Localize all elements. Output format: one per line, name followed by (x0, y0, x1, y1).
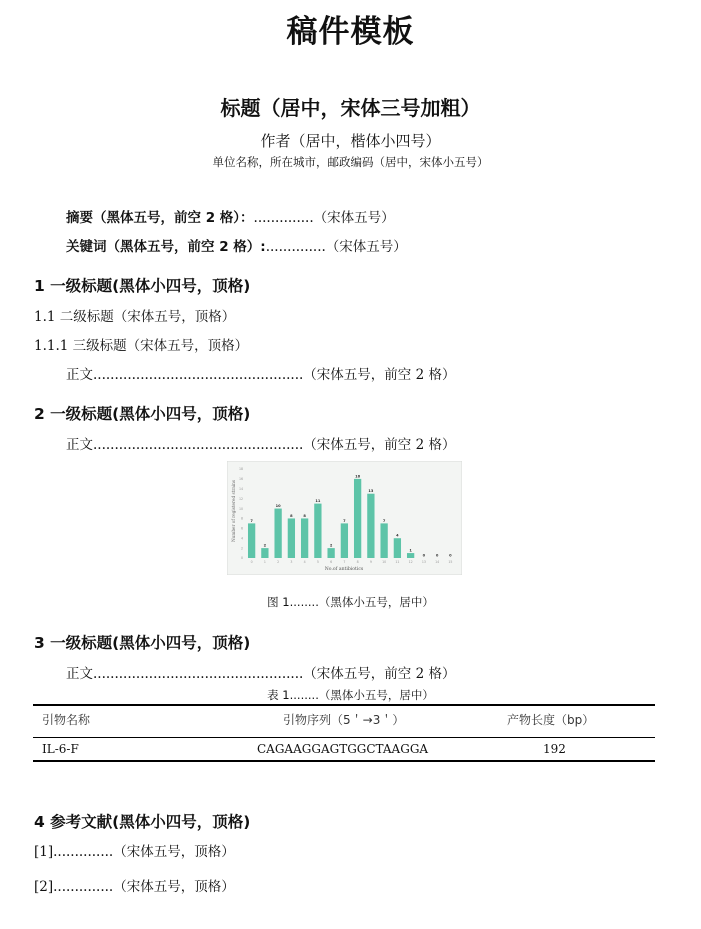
chart-bar (261, 548, 268, 558)
table-header-primer-sequence: 引物序列（5＇→3＇） (283, 713, 405, 727)
chart-x-tick-label: 6 (330, 560, 333, 564)
chart-x-tick-label: 12 (408, 560, 413, 564)
chart-bar (367, 494, 374, 558)
chart-x-axis-label: No.of antibiotics (324, 567, 364, 572)
chart-bar (274, 509, 281, 558)
chart-y-tick-label: 0 (240, 556, 243, 561)
chart-y-tick-label: 10 (238, 506, 243, 511)
section-3-heading: 3 一级标题(黑体小四号，顶格) (34, 634, 251, 652)
chart-data-label: 10 (275, 504, 281, 509)
chart-data-label: 8 (303, 513, 306, 518)
chart-x-tick-label: 3 (290, 560, 293, 564)
chart-x-tick-label: 13 (421, 560, 426, 564)
body-paragraph-1: 正文.................................................（宋体五号，前空 2 格） (66, 367, 456, 383)
chart-data-label: 13 (368, 489, 374, 494)
chart-bar (341, 523, 348, 558)
section-2-heading: 2 一级标题(黑体小四号，顶格) (34, 405, 251, 423)
chart-data-label: 8 (290, 513, 293, 518)
keywords-text: ..............（宋体五号） (265, 239, 407, 255)
table-cell-primer-name: IL-6-F (42, 742, 79, 756)
chart-data-label: 0 (422, 553, 426, 558)
keywords-line (66, 235, 407, 255)
chart-data-label: 7 (250, 518, 253, 523)
bar-chart-figure (227, 461, 462, 575)
chart-bar (327, 548, 334, 558)
section-1-1-heading: 1.1 二级标题（宋体五号，顶格） (34, 309, 236, 325)
body-paragraph-3: 正文.................................................（宋体五号，前空 2 格） (66, 666, 456, 682)
figure-caption: 图 1........（黑体小五号，居中） (267, 595, 434, 609)
table-cell-primer-sequence: CAGAAGGAGTGGCTAAGGA (257, 742, 429, 756)
chart-data-label: 2 (263, 543, 267, 548)
abstract-line (66, 206, 395, 226)
chart-x-tick-label: 5 (316, 560, 319, 564)
table-header-rule (33, 737, 655, 738)
chart-y-tick-label: 18 (238, 467, 243, 472)
section-4-heading: 4 参考文献(黑体小四号，顶格) (34, 813, 251, 831)
section-1-heading: 1 一级标题(黑体小四号，顶格) (34, 277, 251, 295)
chart-x-tick-label: 11 (395, 560, 400, 564)
chart-data-label: 16 (355, 474, 361, 479)
body-paragraph-2: 正文.................................................（宋体五号，前空 2 格） (66, 437, 456, 453)
chart-bar (354, 479, 361, 558)
chart-x-tick-label: 10 (382, 560, 387, 564)
keywords-label: 关键词（黑体五号，前空 2 格）: (66, 239, 266, 255)
affiliation-line: 单位名称，所在城市，邮政编码（居中，宋体小五号） (212, 155, 489, 169)
chart-bar (314, 504, 321, 558)
chart-y-tick-label: 16 (238, 477, 243, 482)
abstract-text: ..............（宋体五号） (253, 210, 395, 226)
table-top-rule (33, 704, 655, 706)
section-1-1-1-heading: 1.1.1 三级标题（宋体五号，顶格） (34, 338, 249, 354)
chart-y-axis-label: Number of registered strains (231, 479, 236, 543)
chart-bar (394, 538, 401, 558)
chart-data-label: 11 (315, 499, 321, 504)
chart-bar (407, 553, 414, 558)
chart-y-tick-label: 8 (240, 516, 243, 521)
table-header-product-length: 产物长度（bp） (507, 713, 595, 727)
chart-bar (248, 523, 255, 558)
chart-y-tick-label: 4 (240, 536, 243, 541)
table-cell-product-length: 192 (543, 742, 566, 756)
chart-x-tick-label: 1 (263, 560, 266, 564)
chart-bar (380, 523, 387, 558)
chart-x-tick-label: 2 (277, 560, 280, 564)
document-title: 稿件模板 (286, 14, 415, 50)
chart-bar (301, 518, 308, 558)
chart-y-tick-label: 6 (240, 526, 243, 531)
chart-y-tick-label: 14 (238, 486, 243, 491)
chart-y-tick-label: 12 (238, 496, 243, 501)
chart-x-tick-label: 4 (303, 560, 306, 564)
chart-x-tick-label: 7 (343, 560, 346, 564)
table-header-primer-name: 引物名称 (42, 713, 91, 727)
chart-x-tick-label: 8 (356, 560, 359, 564)
chart-data-label: 7 (382, 518, 386, 523)
chart-x-tick-label: 15 (448, 560, 453, 564)
chart-x-tick-label: 14 (435, 560, 440, 564)
reference-2: [2]..............（宋体五号，顶格） (34, 879, 235, 895)
chart-y-tick-label: 2 (240, 546, 243, 551)
table-bottom-rule (33, 760, 655, 762)
chart-data-label: 2 (329, 543, 333, 548)
paper-title: 标题（居中，宋体三号加粗） (220, 96, 481, 120)
chart-data-label: 4 (396, 533, 399, 538)
chart-x-tick-label: 0 (250, 560, 253, 564)
table-caption: 表 1........（黑体小五号，居中） (267, 688, 434, 702)
chart-data-label: 1 (409, 548, 412, 553)
chart-data-label: 7 (343, 518, 346, 523)
chart-bar (288, 518, 295, 558)
authors-line: 作者（居中，楷体小四号） (260, 132, 441, 150)
reference-1: [1]..............（宋体五号，顶格） (34, 844, 235, 860)
chart-data-label: 0 (435, 553, 439, 558)
chart-data-label: 0 (449, 553, 452, 558)
abstract-label: 摘要（黑体五号，前空 2 格）： (66, 210, 254, 226)
chart-x-tick-label: 9 (369, 560, 372, 564)
